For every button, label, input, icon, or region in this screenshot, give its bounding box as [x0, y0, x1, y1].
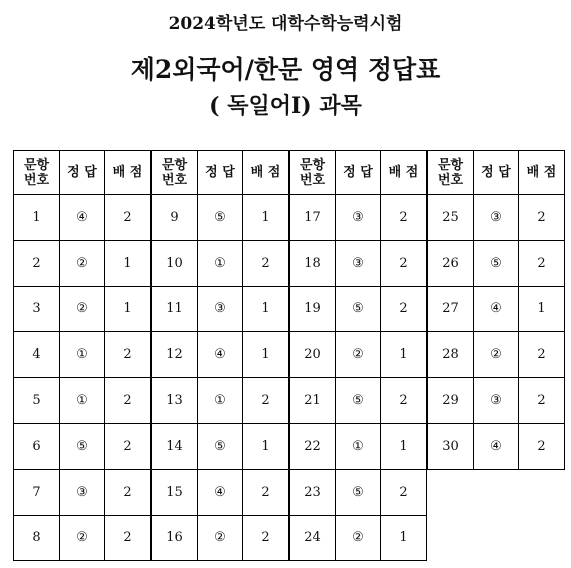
table-row: [14, 515, 151, 561]
question-number: 19: [290, 286, 336, 332]
answer-table-group-4: [427, 150, 565, 470]
question-number: 7: [14, 469, 60, 515]
question-number: 24: [290, 515, 336, 561]
answer-choice: ③: [474, 378, 519, 424]
point-value: 2: [381, 195, 427, 241]
table-row: [290, 423, 427, 469]
header-row: [152, 151, 289, 195]
question-number: 25: [428, 195, 474, 241]
answer-choice: ②: [60, 515, 105, 561]
point-value: 1: [243, 423, 289, 469]
header-points: 배 점: [243, 151, 289, 195]
answer-choice: ③: [60, 469, 105, 515]
answer-choice: ⑤: [474, 240, 519, 286]
table-row: [290, 332, 427, 378]
answer-choice: ①: [336, 423, 381, 469]
point-value: 2: [243, 378, 289, 424]
point-value: 2: [519, 195, 565, 241]
answer-choice: ④: [198, 469, 243, 515]
point-value: 2: [105, 515, 151, 561]
question-number: 11: [152, 286, 198, 332]
answer-choice: ④: [474, 423, 519, 469]
point-value: 1: [243, 286, 289, 332]
answer-choice: ①: [198, 240, 243, 286]
question-number: 27: [428, 286, 474, 332]
question-number: 8: [14, 515, 60, 561]
point-value: 2: [381, 240, 427, 286]
answer-table-group-1: [13, 150, 151, 561]
question-number: 23: [290, 469, 336, 515]
table-row: [290, 378, 427, 424]
answer-choice: ③: [336, 195, 381, 241]
table-row: [290, 195, 427, 241]
table-row: [14, 195, 151, 241]
question-number: 22: [290, 423, 336, 469]
table-row: [152, 195, 289, 241]
question-number: 13: [152, 378, 198, 424]
point-value: 1: [105, 240, 151, 286]
question-number: 1: [14, 195, 60, 241]
answer-choice: ③: [474, 195, 519, 241]
question-number: 6: [14, 423, 60, 469]
answer-choice: ⑤: [198, 195, 243, 241]
question-number: 9: [152, 195, 198, 241]
answer-choice: ②: [336, 332, 381, 378]
question-number: 5: [14, 378, 60, 424]
header-number: 문항 번호: [428, 151, 474, 195]
answer-choice: ④: [60, 195, 105, 241]
table-row: [152, 469, 289, 515]
header-number: 문항 번호: [152, 151, 198, 195]
table-row: [152, 423, 289, 469]
question-number: 16: [152, 515, 198, 561]
answer-choice: ②: [60, 286, 105, 332]
question-number: 4: [14, 332, 60, 378]
point-value: 2: [243, 515, 289, 561]
question-number: 29: [428, 378, 474, 424]
section-title: 제2외국어/한문 영역 정답표: [130, 55, 441, 84]
header-answer: 정 답: [198, 151, 243, 195]
header-number: 문항 번호: [14, 151, 60, 195]
table-row: [152, 332, 289, 378]
table-row: [290, 515, 427, 561]
point-value: 2: [105, 332, 151, 378]
point-value: 1: [243, 332, 289, 378]
point-value: 2: [105, 423, 151, 469]
header-number: 문항 번호: [290, 151, 336, 195]
question-number: 2: [14, 240, 60, 286]
answer-choice: ③: [336, 240, 381, 286]
header-points: 배 점: [105, 151, 151, 195]
table-row: [152, 286, 289, 332]
point-value: 2: [105, 378, 151, 424]
answer-choice: ②: [336, 515, 381, 561]
header-row: [14, 151, 151, 195]
answer-choice: ①: [198, 378, 243, 424]
header-answer: 정 답: [336, 151, 381, 195]
point-value: 2: [519, 378, 565, 424]
question-number: 26: [428, 240, 474, 286]
header-answer: 정 답: [60, 151, 105, 195]
table-row: [290, 240, 427, 286]
header-points: 배 점: [381, 151, 427, 195]
question-number: 14: [152, 423, 198, 469]
answer-choice: ⑤: [198, 423, 243, 469]
question-number: 18: [290, 240, 336, 286]
answer-choice: ⑤: [336, 469, 381, 515]
table-row: [14, 332, 151, 378]
answer-choice: ②: [198, 515, 243, 561]
table-row: [152, 378, 289, 424]
answer-choice: ④: [198, 332, 243, 378]
exam-title: 2024학년도 대학수학능력시험: [168, 14, 403, 34]
table-row: [290, 469, 427, 515]
point-value: 2: [519, 332, 565, 378]
question-number: 12: [152, 332, 198, 378]
answer-choice: ②: [60, 240, 105, 286]
table-row: [14, 240, 151, 286]
point-value: 2: [519, 423, 565, 469]
subject-title: ( 독일어Ⅰ) 과목: [209, 93, 362, 119]
table-row: [14, 378, 151, 424]
table-row: [152, 515, 289, 561]
answer-choice: ⑤: [336, 378, 381, 424]
answer-choice: ①: [60, 332, 105, 378]
question-number: 30: [428, 423, 474, 469]
point-value: 2: [381, 286, 427, 332]
answer-choice: ②: [474, 332, 519, 378]
question-number: 15: [152, 469, 198, 515]
answer-choice: ⑤: [336, 286, 381, 332]
point-value: 1: [381, 332, 427, 378]
question-number: 17: [290, 195, 336, 241]
point-value: 2: [519, 240, 565, 286]
point-value: 1: [381, 423, 427, 469]
point-value: 2: [381, 378, 427, 424]
point-value: 1: [243, 195, 289, 241]
table-row: [14, 423, 151, 469]
answer-table-group-3: [289, 150, 427, 561]
point-value: 2: [381, 469, 427, 515]
answer-choice: ③: [198, 286, 243, 332]
header-points: 배 점: [519, 151, 565, 195]
table-row: [428, 240, 565, 286]
question-number: 28: [428, 332, 474, 378]
table-row: [428, 332, 565, 378]
table-row: [152, 240, 289, 286]
table-row: [14, 469, 151, 515]
table-row: [428, 286, 565, 332]
table-row: [290, 286, 427, 332]
question-number: 20: [290, 332, 336, 378]
point-value: 1: [381, 515, 427, 561]
table-row: [428, 423, 565, 469]
point-value: 2: [243, 469, 289, 515]
table-row: [428, 378, 565, 424]
point-value: 1: [105, 286, 151, 332]
header-row: [290, 151, 427, 195]
question-number: 3: [14, 286, 60, 332]
table-row: [14, 286, 151, 332]
table-row: [428, 195, 565, 241]
answer-choice: ⑤: [60, 423, 105, 469]
answer-choice: ①: [60, 378, 105, 424]
answer-choice: ④: [474, 286, 519, 332]
header-row: [428, 151, 565, 195]
point-value: 2: [105, 195, 151, 241]
question-number: 10: [152, 240, 198, 286]
point-value: 2: [243, 240, 289, 286]
header-answer: 정 답: [474, 151, 519, 195]
point-value: 1: [519, 286, 565, 332]
answer-table-group-2: [151, 150, 289, 561]
question-number: 21: [290, 378, 336, 424]
point-value: 2: [105, 469, 151, 515]
